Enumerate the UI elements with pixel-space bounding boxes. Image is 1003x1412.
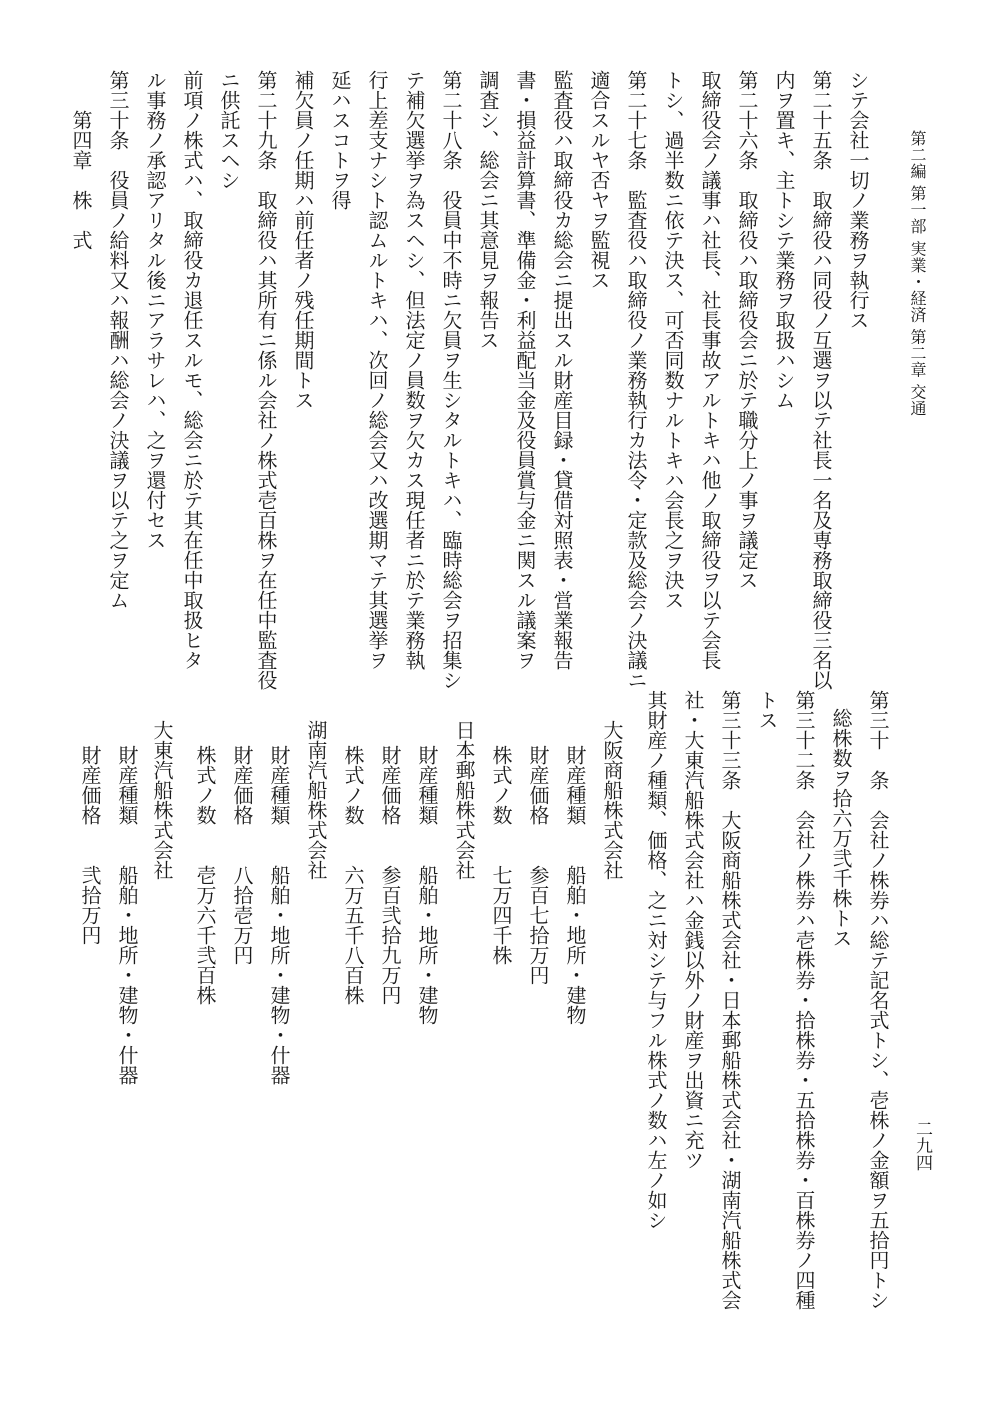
text-column: 社・大東汽船株式会社ハ金銭以外ノ財産ヲ出資ニ充ツ (681, 690, 705, 1170)
text-column: 其財産ノ種類、価格、之ニ対シテ与フル株式ノ数ハ左ノ如シ (644, 690, 668, 1230)
text-column: 取締役会ノ議事ハ社長、社長事故アルトキハ他ノ取締役ヲ以テ会長 (698, 70, 722, 670)
text-column: 財産種類 船舶・地所・建物 (563, 745, 587, 1025)
text-column: 財産種類 船舶・地所・建物・什器 (267, 745, 291, 1085)
text-column: シテ会社一切ノ業務ヲ執行ス (846, 70, 870, 330)
company-heading: 大阪商船株式会社 (600, 720, 624, 880)
text-column: 第二十八条 役員中不時ニ欠員ヲ生シタルトキハ、臨時総会ヲ招集シ (439, 70, 463, 690)
text-column: 適合スルヤ否ヤヲ監視ス (587, 70, 611, 290)
company-heading: 大東汽船株式会社 (150, 720, 174, 880)
text-column: 行上差支ナシト認ムルトキハ、次回ノ総会又ハ改選期マテ其選挙ヲ (365, 70, 389, 670)
text-column: 前項ノ株式ハ、取締役カ退任スルモ、総会ニ於テ其在任中取扱ヒタ (180, 70, 204, 670)
text-column: テ補欠選挙ヲ為スヘシ、但法定ノ員数ヲ欠カス現任者ニ於テ業務執 (402, 70, 426, 670)
text-column: 株式ノ数 六万五千八百株 (341, 745, 365, 1005)
text-column: 第三十 条 会社ノ株券ハ総テ記名式トシ、壱株ノ金額ヲ五拾円トシ (866, 690, 890, 1310)
page-number: 二九四 (912, 1120, 932, 1171)
text-column: 第二十九条 取締役ハ其所有ニ係ル会社ノ株式壱百株ヲ在任中監査役 (254, 70, 278, 690)
text-column: 書・損益計算書、準備金・利益配当金及役員賞与金ニ関スル議案ヲ (513, 70, 537, 670)
text-column: 財産種類 船舶・地所・建物・什器 (115, 745, 139, 1085)
text-column: 補欠員ノ任期ハ前任者ノ残任期間トス (291, 70, 315, 410)
text-column: 第三十条 役員ノ給料又ハ報酬ハ総会ノ決議ヲ以テ之ヲ定ム (106, 70, 130, 610)
text-column: 総株数ヲ拾六万弐千株トス (829, 708, 853, 948)
text-column: トシ、過半数ニ依テ決ス、可否同数ナルトキハ会長之ヲ決ス (661, 70, 685, 610)
text-column: 第三十二条 会社ノ株券ハ壱株券・拾株券・五拾株券・百株券ノ四種 (792, 690, 816, 1310)
chapter-heading: 第四章 株 式 (69, 110, 93, 250)
text-column: 第二十五条 取締役ハ同役ノ互選ヲ以テ社長一名及専務取締役三名以 (809, 70, 833, 690)
text-column: 財産価格 参百七拾万円 (526, 745, 550, 985)
text-column: 内ヲ置キ、主トシテ業務ヲ取扱ハシム (772, 70, 796, 410)
text-column: 第三十三条 大阪商船株式会社・日本郵船株式会社・湖南汽船株式会 (718, 690, 742, 1310)
text-column: 第二十七条 監査役ハ取締役ノ業務執行カ法令・定款及総会ノ決議ニ (624, 70, 648, 690)
text-column: ル事務ノ承認アリタル後ニアラサレハ、之ヲ還付セス (143, 70, 167, 550)
company-heading: 日本郵船株式会社 (452, 720, 476, 880)
text-column: 調査シ、総会ニ其意見ヲ報告ス (476, 70, 500, 350)
text-column: 第二十六条 取締役ハ取締役会ニ於テ職分上ノ事ヲ議定ス (735, 70, 759, 590)
text-column: 延ハスコトヲ得 (328, 70, 352, 210)
text-column: ニ供託スヘシ (217, 70, 241, 190)
text-column: 株式ノ数 七万四千株 (489, 745, 513, 965)
company-heading: 湖南汽船株式会社 (304, 720, 328, 880)
text-column: 財産価格 参百弐拾九万円 (378, 745, 402, 1005)
text-column: 財産種類 船舶・地所・建物 (415, 745, 439, 1025)
text-column: 株式ノ数 壱万六千弐百株 (193, 745, 217, 1005)
text-column: 監査役ハ取締役カ総会ニ提出スル財産目録・貸借対照表・営業報告 (550, 70, 574, 670)
text-column: トス (755, 690, 779, 730)
running-head: 第二編 第一部 実業・経済 第二章 交通 (908, 130, 927, 417)
text-column: 財産価格 弐拾万円 (78, 745, 102, 945)
text-column: 財産価格 八拾壱万円 (230, 745, 254, 965)
